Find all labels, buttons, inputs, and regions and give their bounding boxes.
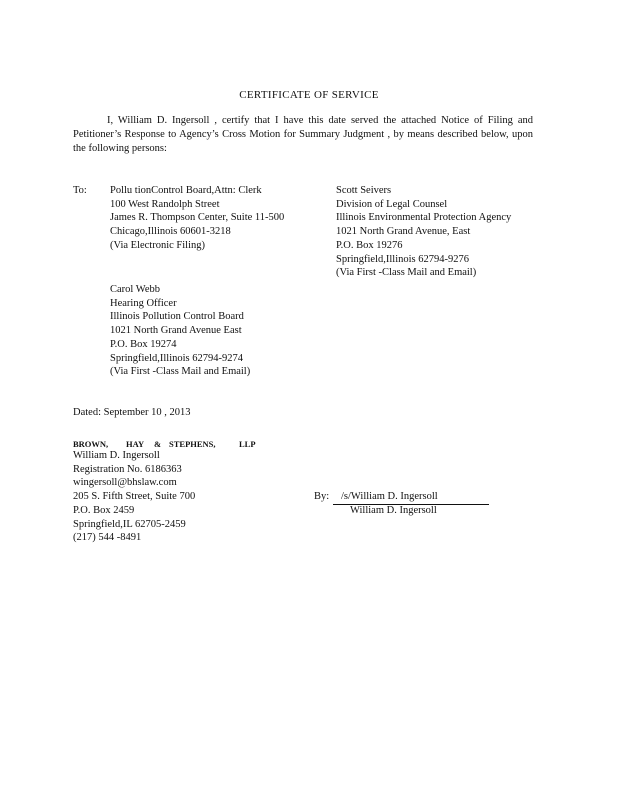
address-line: P.O. Box 19276 xyxy=(336,239,403,251)
date-line: Dated: September 10 , 2013 xyxy=(73,407,191,418)
address-line: (Via First -Class Mail and Email) xyxy=(110,366,251,378)
certification-paragraph xyxy=(73,114,533,156)
attorney-name: William D. Ingersoll xyxy=(73,450,160,461)
address-line: 1021 North Grand Avenue, East xyxy=(336,226,471,238)
address-line: Springfield,Illinois 62794-9276 xyxy=(336,253,469,265)
address-line: (Via First -Class Mail and Email) xyxy=(336,267,477,279)
address-line: Carol Webb xyxy=(110,284,160,295)
address-line: 1021 North Grand Avenue East xyxy=(110,325,242,337)
address-line: Illinois Environmental Protection Agency xyxy=(336,212,512,224)
address-line: Springfield,Illinois 62794-9274 xyxy=(110,352,243,364)
firm-name-part: BROWN, xyxy=(73,439,109,449)
address-line: James R. Thompson Center, Suite 11-500 xyxy=(110,212,285,224)
address-line: 100 West Randolph Street xyxy=(110,198,220,210)
recipient-illinois-epa xyxy=(336,184,511,280)
po-box: P.O. Box 2459 xyxy=(73,504,135,516)
address-line: Pollu tionControl Board,Attn: Clerk xyxy=(110,185,262,196)
certification-text: I, William D. Ingersoll , certify that I have this date served the attached Notice of Filing and Petitioner’s Response to Agency’s Cross Motion for Summary Judgment , by means described below, upon the following persons: xyxy=(73,115,533,154)
document-title: CERTIFICATE OF SERVICE xyxy=(239,89,379,101)
electronic-signature: /s/William D. Ingersoll xyxy=(333,490,489,505)
address-line: P.O. Box 19274 xyxy=(110,338,177,350)
street-address: 205 S. Fifth Street, Suite 700 xyxy=(73,491,196,503)
address-line: Chicago,Illinois 60601-3218 xyxy=(110,226,231,238)
address-line: Illinois Pollution Control Board xyxy=(110,311,244,323)
firm-name-part: STEPHENS, xyxy=(169,439,216,449)
recipient-pollution-control-board xyxy=(110,184,284,253)
registration-number: Registration No. 6186363 xyxy=(73,463,182,475)
address-line: (Via Electronic Filing) xyxy=(110,239,206,251)
signature-line xyxy=(333,490,489,505)
phone-number: (217) 544 -8491 xyxy=(73,532,142,544)
address-line: Division of Legal Counsel xyxy=(336,198,448,210)
email-address: wingersoll@bhslaw.com xyxy=(73,477,177,489)
by-label: By: xyxy=(314,491,330,502)
firm-name-part: LLP xyxy=(239,439,256,449)
address-line: Scott Seivers xyxy=(336,185,392,196)
attorney-block xyxy=(73,449,195,545)
recipient-hearing-officer xyxy=(110,283,250,379)
printed-signer-name: William D. Ingersoll xyxy=(350,505,437,516)
firm-name-part: HAY xyxy=(126,439,145,449)
address-line: Hearing Officer xyxy=(110,297,177,309)
to-label: To: xyxy=(73,185,87,196)
city-state-zip: Springfield,IL 62705-2459 xyxy=(73,518,186,530)
firm-name-part: & xyxy=(154,439,162,449)
